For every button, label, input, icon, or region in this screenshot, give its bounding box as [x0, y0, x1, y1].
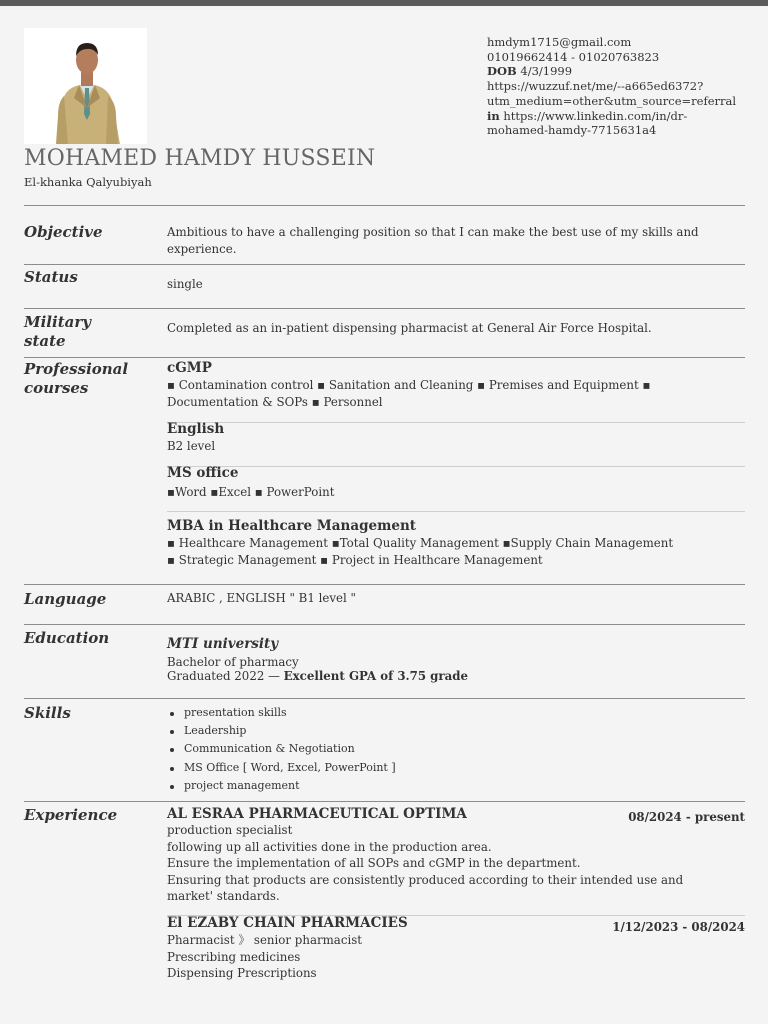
divider: [24, 357, 745, 358]
email[interactable]: hmdym1715@gmail.com: [487, 35, 632, 49]
candidate-name: MOHAMED HAMDY HUSSEIN: [24, 146, 376, 171]
profile-photo: [24, 28, 147, 144]
job-company: El EZABY CHAIN PHARMACIES: [167, 915, 408, 931]
objective-text-line1: Ambitious to have a challenging position so that I can make the best use of my skills and: [167, 225, 699, 239]
course-title: English: [167, 421, 225, 437]
education-graduation: [167, 668, 468, 685]
subdivider: [167, 466, 745, 467]
section-label-language: Language: [24, 590, 107, 608]
job-duty: Dispensing Prescriptions: [167, 966, 317, 980]
courses-label-line1: Professional: [24, 360, 129, 378]
divider: [24, 698, 745, 699]
education-degree: Bachelor of pharmacy: [167, 655, 299, 669]
education-school: MTI university: [167, 636, 279, 652]
list-item: presentation skills: [167, 704, 396, 722]
job-dates: 08/2024 - present: [628, 810, 745, 824]
phone-numbers: 01019662414 - 01020763823: [487, 49, 660, 64]
job-duty: market' standards.: [167, 889, 280, 903]
course-details-line1: ▪ Contamination control ▪ Sanitation and Cleaning ▪ Premises and Equipment ▪: [167, 378, 651, 392]
job-duty: following up all activities done in the production area.: [167, 839, 492, 854]
section-label-military: [24, 313, 91, 351]
language-value: ARABIC , ENGLISH " B1 level ": [167, 591, 356, 605]
course-title: MS office: [167, 465, 239, 481]
course-title: MBA in Healthcare Management: [167, 518, 417, 534]
list-item: MS Office [ Word, Excel, PowerPoint ]: [167, 759, 396, 777]
job-company: AL ESRAA PHARMACEUTICAL OPTIMA: [167, 806, 467, 822]
section-label-status: Status: [24, 268, 78, 286]
job-role: Pharmacist 》 senior pharmacist: [167, 933, 363, 947]
job-details: [167, 932, 727, 982]
job-duty: Prescribing medicines: [167, 949, 301, 964]
objective-text: [167, 224, 727, 257]
course-title: cGMP: [167, 360, 212, 376]
divider: [24, 205, 745, 206]
list-item: project management: [167, 777, 396, 795]
linkedin-icon: in: [487, 108, 500, 123]
military-label-line1: Military: [24, 313, 91, 331]
linkedin-link-line1: https://www.linkedin.com/in/dr-: [503, 108, 688, 123]
date-of-birth: [487, 64, 757, 79]
job-duty: Ensure the implementation of all SOPs and cGMP in the department.: [167, 856, 581, 870]
graduation-gpa: Excellent GPA of 3.75 grade: [283, 669, 469, 683]
section-label-courses: [24, 360, 128, 398]
list-item: Leadership: [167, 722, 396, 740]
course-details-line2: ▪ Strategic Management ▪ Project in Healthcare Management: [167, 552, 543, 567]
divider: [24, 801, 745, 802]
section-label-skills: Skills: [24, 704, 71, 722]
profile-photo-image: [24, 28, 147, 144]
status-value: single: [167, 277, 203, 291]
skills-list: [167, 704, 396, 795]
dob-label: DOB: [487, 64, 517, 79]
list-item: Communication & Negotiation: [167, 740, 396, 758]
section-label-objective: Objective: [24, 223, 103, 241]
section-label-experience: Experience: [24, 806, 118, 824]
course-details: [167, 377, 727, 410]
subdivider: [167, 422, 745, 423]
military-label-line2: state: [24, 332, 66, 350]
courses-label-line2: courses: [24, 379, 89, 397]
wuzzuf-link-line1: https://wuzzuf.net/me/--a665ed6372?: [487, 79, 704, 94]
course-details-line2: Documentation & SOPs ▪ Personnel: [167, 394, 383, 409]
divider: [24, 624, 745, 625]
job-details: [167, 822, 727, 905]
subdivider: [167, 511, 745, 512]
course-details-line1: ▪ Healthcare Management ▪Total Quality Management ▪Supply Chain Management: [167, 536, 674, 550]
course-details: ▪Word ▪Excel ▪ PowerPoint: [167, 485, 335, 499]
linkedin-link[interactable]: [487, 109, 757, 138]
top-bar: [0, 0, 768, 6]
course-details: [167, 535, 727, 568]
wuzzuf-link[interactable]: [487, 79, 757, 108]
job-duty: Ensuring that products are consistently produced according to their intended use and: [167, 872, 684, 887]
objective-text-line2: experience.: [167, 241, 237, 256]
job-role: production specialist: [167, 823, 293, 837]
graduation-year: Graduated 2022 —: [167, 669, 284, 683]
course-details: B2 level: [167, 439, 216, 453]
section-label-education: Education: [24, 629, 110, 647]
divider: [24, 584, 745, 585]
wuzzuf-link-line2: utm_medium=other&utm_source=referral: [487, 93, 737, 108]
candidate-location: El-khanka Qalyubiyah: [24, 175, 152, 189]
divider: [24, 264, 745, 265]
job-dates: 1/12/2023 - 08/2024: [612, 920, 745, 934]
dob-value: 4/3/1999: [520, 64, 573, 79]
contact-block: [487, 35, 757, 138]
military-value: Completed as an in-patient dispensing pharmacist at General Air Force Hospital.: [167, 321, 652, 335]
divider: [24, 308, 745, 309]
linkedin-link-line2: mohamed-hamdy-7715631a4: [487, 123, 657, 138]
